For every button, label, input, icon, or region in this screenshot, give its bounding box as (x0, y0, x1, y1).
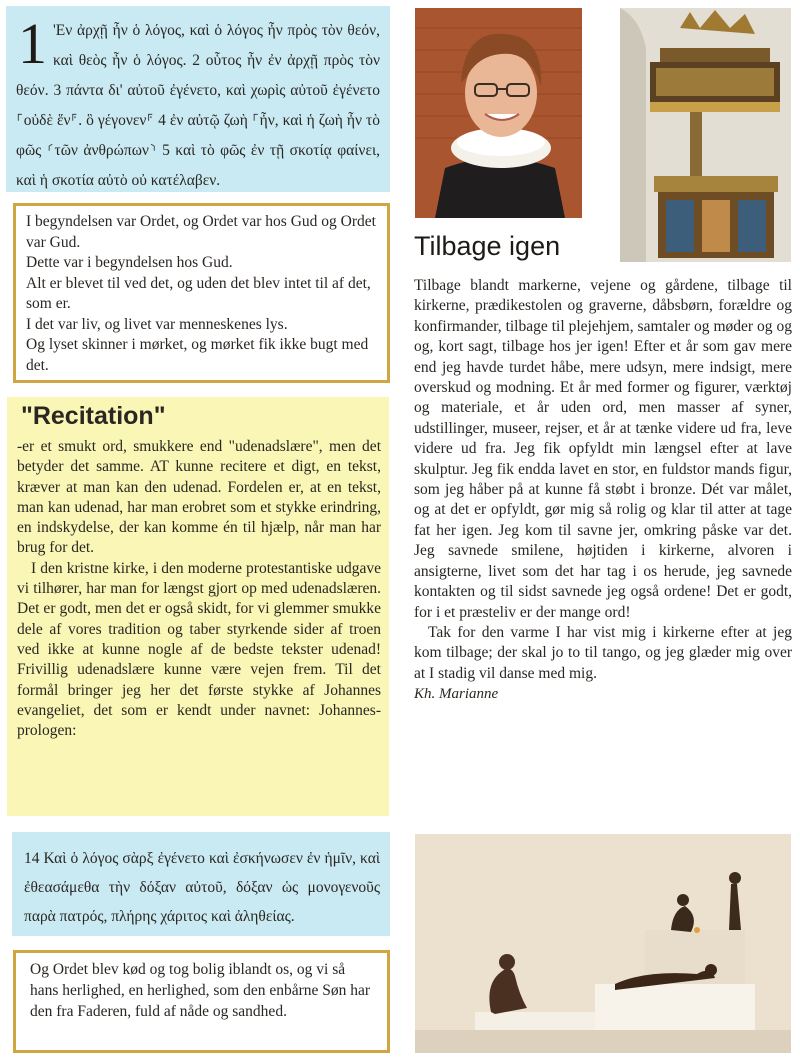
danish-line: Dette var i begyndelsen hos Gud. (26, 254, 233, 271)
portrait-illustration (415, 8, 582, 218)
sculptures-illustration (415, 834, 791, 1053)
recitation-paragraph-1: -er et smukt ord, smukkere end "udenadslære", men det betyder det samme. AT kunne recitere et digt, en tekst, kræver at man kan den udenad. Fordelen er, at en tekst, man kan udenad, har man erobret som et stykke erindring, en indskydelse, der kan komme én til hjælp, når man har brug for det. (17, 438, 381, 557)
recitation-paragraph-2: I den kristne kirke, i den moderne protestantiske udgave vi tilhører, har man for længst gjort op med udenadslæren. Det er godt, men det er også skidt, for vi glemmer smukke dele af vores tradition og taber styrkende sider af troen ved ikke at kunne nogle af de bedste tekster udenad! Frivillig udenadslære kunne være vejen frem. Til det formål bringer jeg her det første stykke af Johannes evangeliet, det som er kendt under navnet: Johannes-prologen: (17, 559, 381, 740)
danish-line: Og lyset skinner i mørket, og mørket fik ikke bugt med det. (26, 336, 369, 374)
article-title: Tilbage igen (414, 231, 561, 261)
danish-line: I begyndelsen var Ordet, og Ordet var hos Gud og Ordet var Gud. (26, 213, 376, 251)
recitation-box (7, 397, 389, 816)
danish-translation-block-2 (13, 950, 390, 1053)
recitation-title: "Recitation" (21, 402, 166, 430)
greek-verse-1-5: 'Εν ἀρχῇ ἦν ὁ λόγος, καὶ ὁ λόγος ἦν πρὸς τὸν θεόν, καὶ θεὸς ἦν ὁ λόγος. 2 οὗτος ἦν ἐν ἀρχῇ πρὸς τὸν θεόν. 3 πάντα δι' αὐτοῦ ἐγένετο, καὶ χωρὶς αὐτοῦ ἐγένετο ⸀οὐδὲ ἕν⸁. ὃ γέγονεν⸁ 4 ἐν αὐτῷ ζωὴ ⸀ἦν, καὶ ἡ ζωὴ ἦν τὸ φῶς ⸂τῶν ἀνθρώπων⸃ 5 καὶ τὸ φῶς ἐν τῇ σκοτίᾳ φαίνει, καὶ ἡ σκοτία αὐτὸ οὐ κατέλαβεν. (16, 22, 380, 189)
danish-verse-14: Og Ordet blev kød og tog bolig iblandt os, og vi så hans herlighed, en herlighed, som den enbårne Søn har den fra Faderen, fuld af nåde og sandhed. (30, 961, 371, 1020)
sculptures-photo (415, 834, 791, 1053)
danish-line: I det var liv, og livet var menneskenes lys. (26, 315, 288, 333)
pulpit-illustration (620, 8, 791, 262)
verse-dropcap: 1 (18, 11, 47, 76)
portrait-photo (415, 8, 582, 218)
greek-verse-14: 14 Καὶ ὁ λόγος σὰρξ ἐγένετο καὶ ἐσκήνωσεν ἐν ἡμῖν, καὶ ἐθεασάμεθα τὴν δόξαν αὐτοῦ, δόξαν ὡς μονογενοῦς παρὰ πατρός, πλήρης χάριτος καὶ ἀληθείας. (24, 850, 380, 925)
article-paragraph-2: Tak for den varme I har vist mig i kirkerne efter at jeg kom tilbage; der skal jo to til tango, og jeg glæder mig over at I stadig vil danse med mig. (414, 623, 792, 682)
greek-text-block-2 (12, 832, 390, 936)
pulpit-photo (620, 8, 791, 262)
article-signature: Kh. Marianne (414, 686, 499, 703)
article-body (414, 276, 792, 704)
article-paragraph-1: Tilbage blandt markerne, vejene og gårdene, tilbage til kirkerne, prædikestolen og graverne, dåbsbørn, forældre og konfirmander, tilbage til plejehjem, samtaler og møder og og og, kort sagt, tilbage hos jer igen! Efter et år som gav mere end jeg havde turdet håbe, mere udsyn, mere indsigt, mere overskud og modning. Et år med former og figurer, værktøj og materiale, et år uden ord, men masser af syner, udstillinger, museer, rejser, et år at tænke videre ud fra, leve videre ud fra. Jeg fik opfyldt min længsel efter at lave skulptur. Jeg fik endda lavet en stor, en fuldstor mands figur, som jeg håber på at kunne få støbt i bronze. Dét var målet, og at det er opfyldt, gør mig så rolig og klar til atter at tage fat her igen. Jeg kom til savne jer, omkring påske var det. Jeg savnede smilene, højtiden i kirkerne, alvoren i ansigterne, livet som det har tag i os herude, jeg savnede kontakten og til sidst savnede jeg også ordene! Det er godt, for i et præsteliv er der mange ord! (414, 277, 792, 621)
greek-text-block-1 (6, 6, 390, 192)
danish-translation-block-1 (13, 203, 390, 383)
danish-line: Alt er blevet til ved det, og uden det blev intet til af det, som er. (26, 274, 371, 312)
